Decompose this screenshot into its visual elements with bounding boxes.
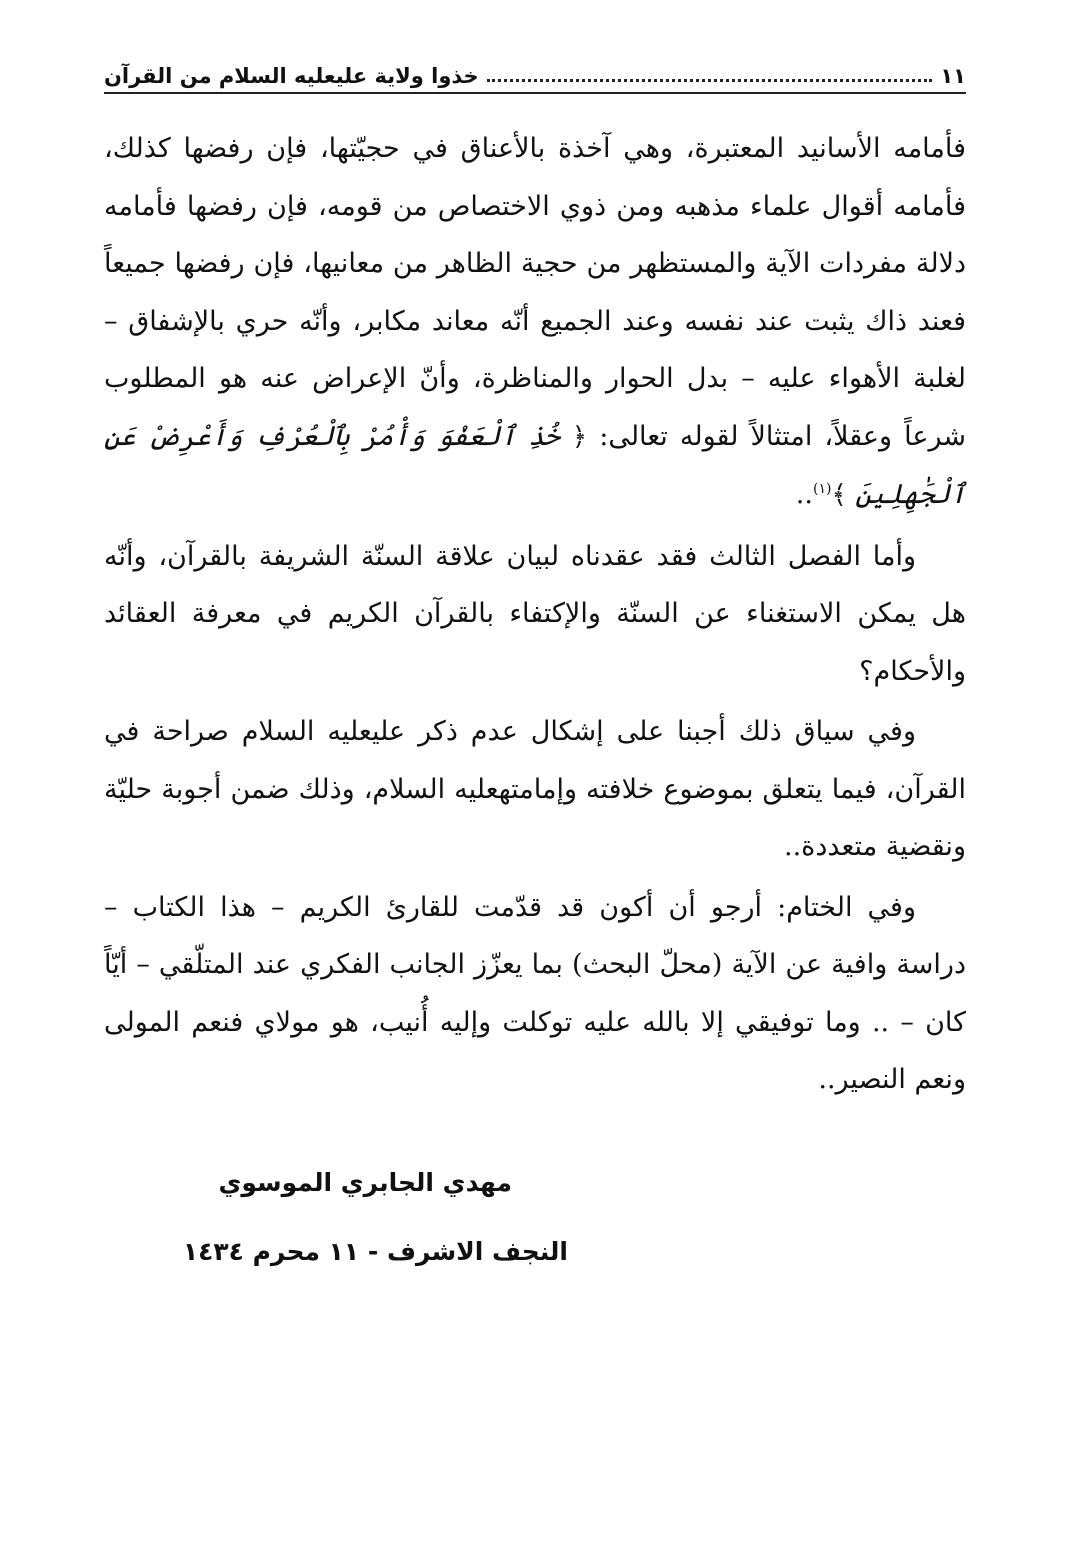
- paragraph-tail: ..: [795, 479, 813, 510]
- leader-dots: [487, 79, 933, 82]
- quran-open-bracket: ﴿: [571, 421, 588, 452]
- paragraph-text: فأمامه الأسانيد المعتبرة، وهي آخذة بالأعناق في حجيّتها، فإن رفضها كذلك، فأمامه أقوال علماء مذهبه ومن ذوي الاختصاص من قومه، فإن رفضها فأمامه دلالة مفردات الآية والمستظهر من حجية الظاهر من معانيها، فإن رفضها جميعاً فعند ذاك يثبت عند نفسه وعند الجميع أنّه معاند مكابر، وأنّه حري بالإشفاق – لغلبة الأهواء عليه – بدل الحوار والمناظرة، وأنّ الإعراض عنه هو المطلوب شرعاً وعقلاً، امتثالاً لقوله تعالى:: [104, 133, 966, 452]
- author-signature: مهدي الجابري الموسوي: [218, 1168, 512, 1197]
- footnote-marker: (١): [812, 481, 832, 497]
- paragraph-intro-continuation: [104, 120, 966, 525]
- running-head: [104, 48, 966, 88]
- place-and-date: النجف الاشرف - ١١ محرم ١٤٣٤: [182, 1237, 568, 1266]
- quran-verse: خُذِ ٱلْعَفْوَ وَأْمُرْ بِٱلْعُرْفِ وَأَعْرِضْ عَنِ ٱلْجَٰهِلِينَ: [104, 420, 966, 510]
- paragraph-third-chapter: وأما الفصل الثالث فقد عقدناه لبيان علاقة السنّة الشريفة بالقرآن، وأنّه هل يمكن الاستغناء عن السنّة والإكتفاء بالقرآن الكريم في معرفة العقائد والأحكام؟: [104, 540, 966, 687]
- page-number: ١١: [940, 64, 966, 88]
- body-text: [104, 120, 966, 1109]
- running-title: خذوا ولاية عليعليه السلام من القرآن: [104, 64, 479, 88]
- quran-close-bracket: ﴾: [831, 480, 847, 510]
- header-rule: [104, 92, 966, 94]
- paragraph-conclusion: وفي الختام: أرجو أن أكون قد قدّمت للقارئ الكريم – هذا الكتاب – دراسة وافية عن الآية (محلّ البحث) بما يعزّز الجانب الفكري عند المتلّقي – أيّاً كان – .. وما توفيقي إلا بالله عليه توكلت وإليه أُنيب، هو مولاي فنعم المولى ونعم النصير..: [104, 891, 966, 1095]
- paragraph-context: وفي سياق ذلك أجبنا على إشكال عدم ذكر عليعليه السلام صراحة في القرآن، فيما يتعلق بموضوع خلافته وإمامتهعليه السلام، وذلك ضمن أجوبة حليّة ونقضية متعددة..: [104, 716, 966, 862]
